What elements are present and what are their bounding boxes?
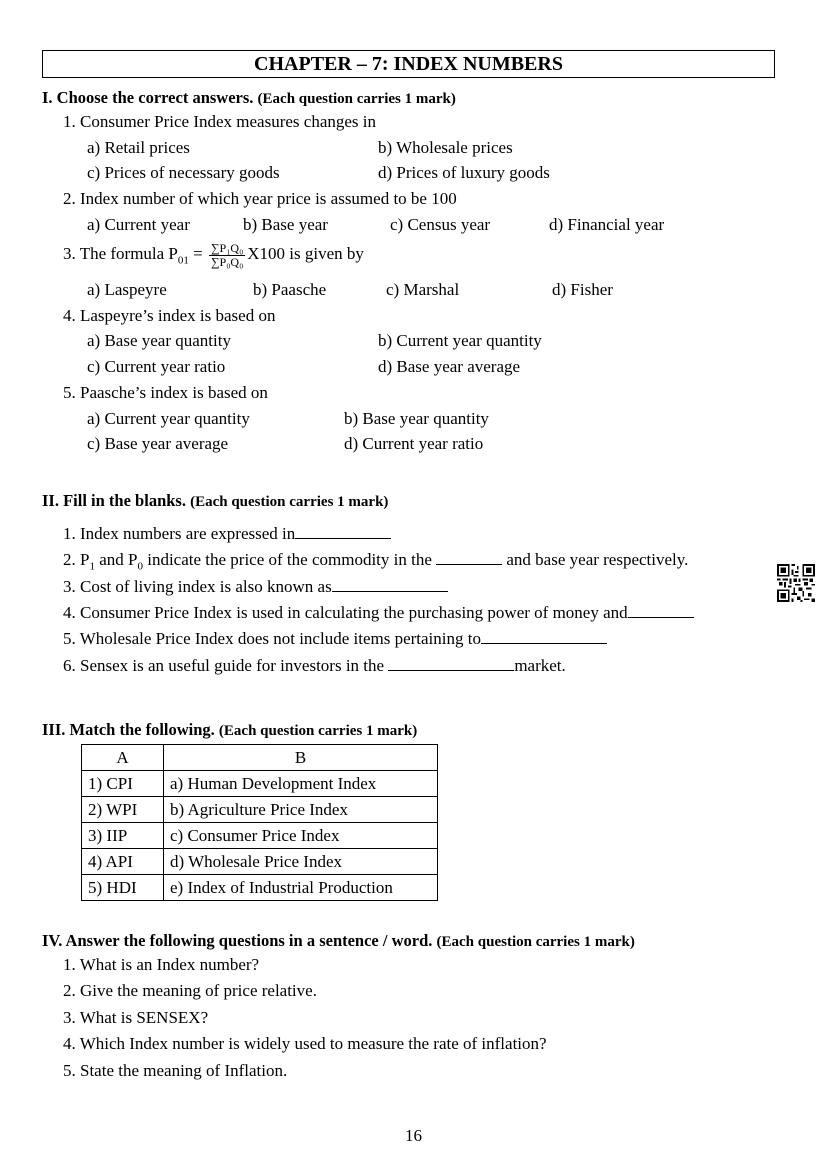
s1-q5-option-b: b) Base year quantity <box>344 409 489 428</box>
formula-fraction: $\frac{\text{∑P₁Q₀}}{\text{∑P₀Q₀}}$ <box>211 240 244 269</box>
cell-a: 2) WPI <box>82 797 164 823</box>
s1-q4: 4. Laspeyre’s index is based on <box>63 306 276 325</box>
s1-q5: 5. Paasche’s index is based on <box>63 383 268 402</box>
chapter-title-box <box>42 50 775 78</box>
s1-q4-option-c: c) Current year ratio <box>87 357 226 376</box>
s1-q1: 1. Consumer Price Index measures changes in <box>63 112 376 131</box>
s4-q1: 1. What is an Index number? <box>63 955 260 974</box>
s1-q4-option-d: d) Base year average <box>378 357 521 376</box>
s1-q2-option-b: b) Base year <box>243 215 328 234</box>
page-number: 16 <box>405 1126 422 1145</box>
qr-code-icon <box>777 564 815 602</box>
table-row <box>82 771 438 797</box>
s1-q2-option-d: d) Financial year <box>549 215 665 234</box>
s1-q5-option-d: d) Current year ratio <box>344 434 484 453</box>
s4-q4: 4. Which Index number is widely used to measure the rate of inflation? <box>63 1034 547 1053</box>
chapter-title: CHAPTER – 7: INDEX NUMBERS <box>254 53 563 75</box>
s2-q3: 3. Cost of living index is also known as <box>63 577 448 597</box>
column-b-header: B <box>164 745 438 771</box>
answer-blank <box>295 525 391 539</box>
s4-q5: 5. State the meaning of Inflation. <box>63 1061 288 1080</box>
answer-blank <box>481 630 607 644</box>
cell-a: 4) API <box>82 849 164 875</box>
s2-q5: 5. Wholesale Price Index does not include items pertaining to <box>63 629 607 649</box>
s1-q4-option-b: b) Current year quantity <box>378 331 542 350</box>
s1-q3: 3. The formula $P_{01}$ = $\frac{\text{∑P₁Q₀}}{\text{∑P₀Q₀}}$ X100 is given by <box>63 240 364 269</box>
s1-q4-option-a: a) Base year quantity <box>87 331 231 350</box>
s1-q1-option-b: b) Wholesale prices <box>378 138 513 157</box>
answer-blank <box>436 551 502 565</box>
s1-q1-option-d: d) Prices of luxury goods <box>378 163 550 182</box>
s1-q5-option-a: a) Current year quantity <box>87 409 250 428</box>
s1-q3-option-d: d) Fisher <box>552 280 613 299</box>
s1-q3-option-b: b) Paasche <box>253 280 327 299</box>
s1-q1-option-a: a) Retail prices <box>87 138 190 157</box>
match-table-header <box>82 745 438 771</box>
cell-a: 3) IIP <box>82 823 164 849</box>
s1-q2-option-a: a) Current year <box>87 215 190 234</box>
table-row <box>82 797 438 823</box>
section4-heading: IV. Answer the following questions in a sentence / word. (Each question carries 1 mark) <box>42 931 635 950</box>
cell-b: e) Index of Industrial Production <box>164 875 438 901</box>
table-row <box>82 849 438 875</box>
s2-q4: 4. Consumer Price Index is used in calculating the purchasing power of money and <box>63 603 694 623</box>
s2-q6: 6. Sensex is an useful guide for investors in the market. <box>63 656 566 675</box>
cell-a: 5) HDI <box>82 875 164 901</box>
cell-b: d) Wholesale Price Index <box>164 849 438 875</box>
s2-q2: 2. $P_1$ and $P_0$ indicate the price of the commodity in the and base year respectively. <box>63 550 689 573</box>
s1-q5-option-c: c) Base year average <box>87 434 229 453</box>
s1-q1-option-c: c) Prices of necessary goods <box>87 163 280 182</box>
s4-q3: 3. What is SENSEX? <box>63 1008 209 1027</box>
section2-heading: II. Fill in the blanks. (Each question carries 1 mark) <box>42 491 389 510</box>
s1-q3-option-c: c) Marshal <box>386 280 460 299</box>
column-a-header: A <box>82 745 164 771</box>
section3-heading: III. Match the following. (Each question carries 1 mark) <box>42 720 418 739</box>
s1-q2: 2. Index number of which year price is assumed to be 100 <box>63 189 457 208</box>
answer-blank <box>628 604 694 618</box>
section1-heading: I. Choose the correct answers. (Each question carries 1 mark) <box>42 88 456 107</box>
cell-a: 1) CPI <box>82 771 164 797</box>
cell-b: b) Agriculture Price Index <box>164 797 438 823</box>
answer-blank <box>332 578 448 592</box>
table-row <box>82 875 438 901</box>
cell-b: c) Consumer Price Index <box>164 823 438 849</box>
s1-q3-option-a: a) Laspeyre <box>87 280 167 299</box>
s1-q2-option-c: c) Census year <box>390 215 491 234</box>
s2-q1: 1. Index numbers are expressed in <box>63 524 391 544</box>
table-row <box>82 823 438 849</box>
answer-blank <box>388 657 514 671</box>
cell-b: a) Human Development Index <box>164 771 438 797</box>
s4-q2: 2. Give the meaning of price relative. <box>63 981 317 1000</box>
match-table <box>81 744 438 901</box>
